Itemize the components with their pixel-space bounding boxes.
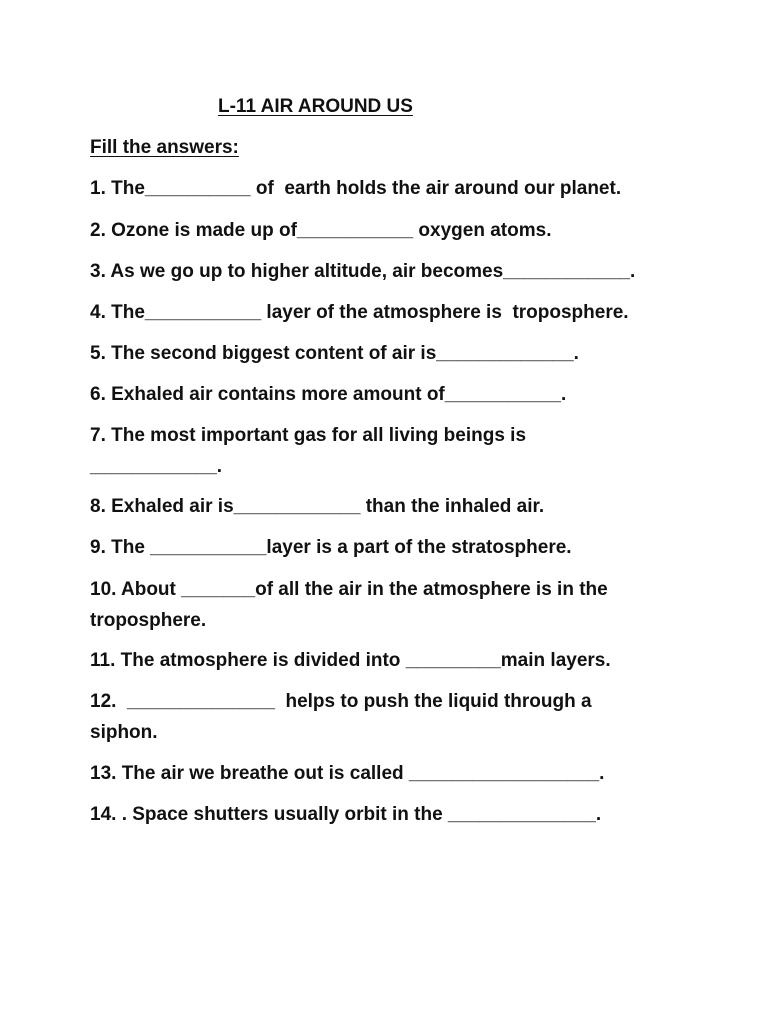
question-3: 3. As we go up to higher altitude, air becomes____________. [90,261,636,282]
question-2: 2. Ozone is made up of___________ oxygen atoms. [90,220,552,241]
question-6: 6. Exhaled air contains more amount of___________. [90,384,567,405]
question-12: 12. ______________ helps to push the liquid through a siphon. [90,691,592,743]
question-8: 8. Exhaled air is____________ than the inhaled air. [90,496,545,517]
question-9: 9. The ___________layer is a part of the stratosphere. [90,537,572,558]
question-1: 1. The__________ of earth holds the air around our planet. [90,178,622,199]
question-7: 7. The most important gas for all living beings is ____________. [90,425,527,477]
question-14: 14. . Space shutters usually orbit in the ______________. [90,804,602,825]
question-5: 5. The second biggest content of air is_____________. [90,343,579,364]
question-4: 4. The___________ layer of the atmosphere is troposphere. [90,302,629,323]
question-10: 10. About _______of all the air in the atmosphere is in the troposphere. [90,579,608,631]
worksheet-title: L-11 AIR AROUND US [218,96,413,117]
question-11: 11. The atmosphere is divided into _________main layers. [90,650,611,671]
question-13: 13. The air we breathe out is called __________________. [90,763,605,784]
instructions-heading: Fill the answers: [90,137,239,158]
